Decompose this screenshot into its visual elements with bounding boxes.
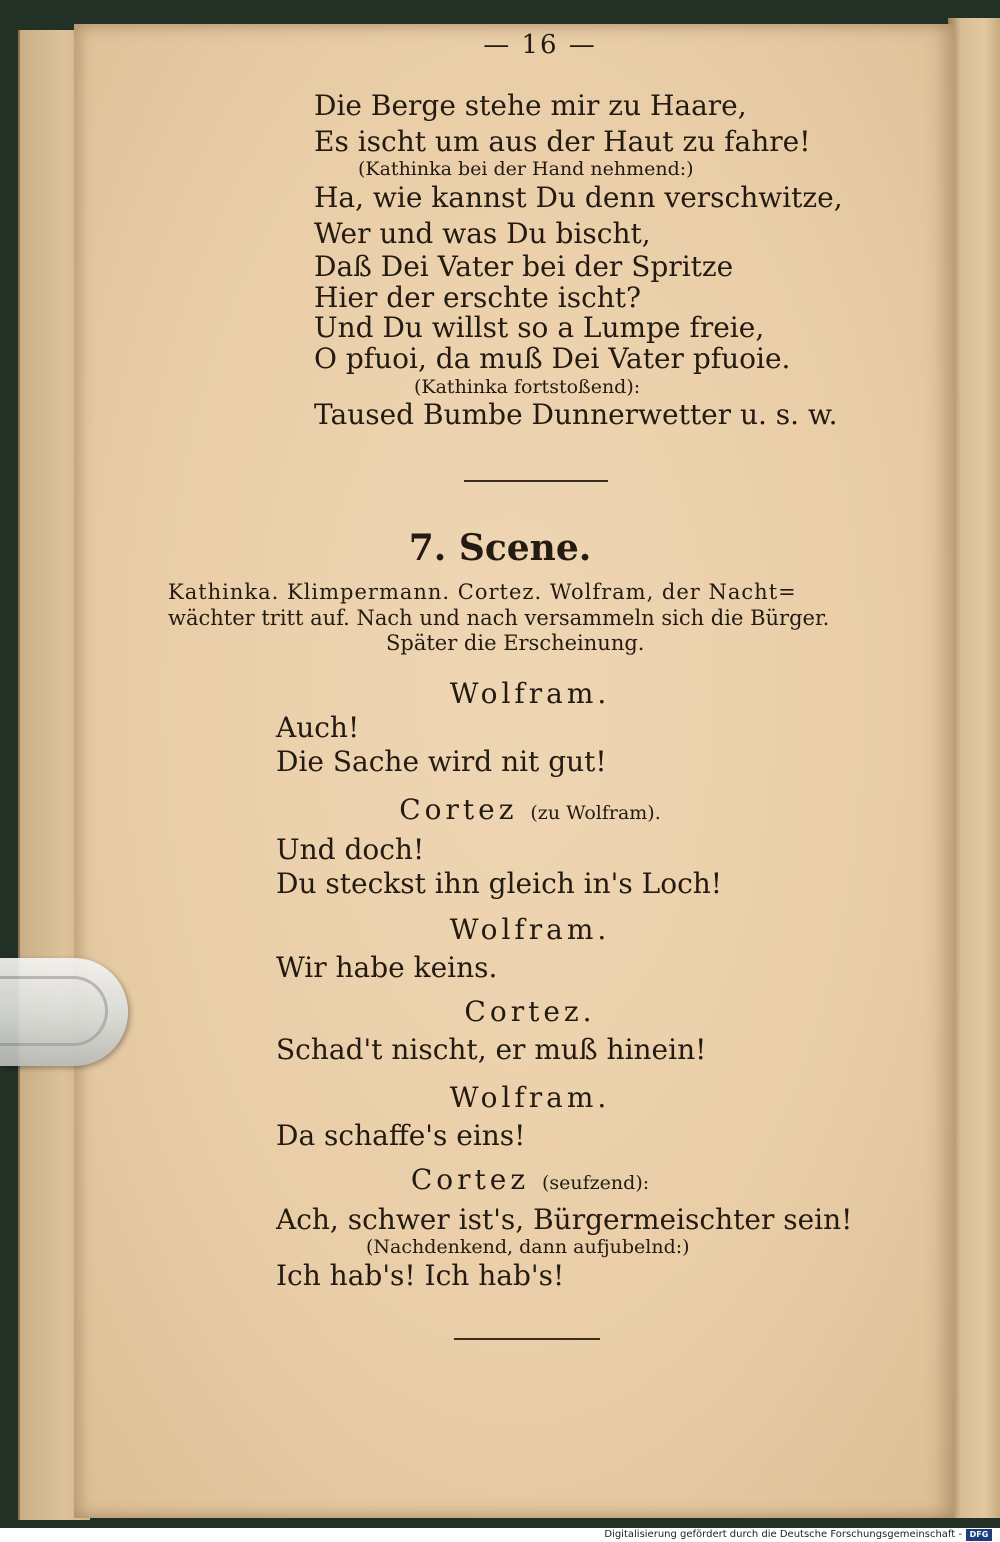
dialogue-line: Da schaffe's eins!: [276, 1119, 526, 1152]
footer-credit: Digitalisierung gefördert durch die Deutsche Forschungsgemeinschaft -: [604, 1529, 962, 1540]
dialogue-line: Auch!: [276, 711, 360, 744]
page-number: — 16 —: [483, 30, 597, 60]
dialogue-line: Ich hab's! Ich hab's!: [276, 1259, 565, 1292]
speaker-name: Wolfram.: [449, 913, 611, 946]
cast-line: wächter tritt auf. Nach und nach versammeln sich die Bürger.: [168, 606, 830, 630]
scene-heading: 7. Scene.: [408, 527, 592, 569]
stage-direction: (Kathinka bei der Hand nehmend:): [358, 158, 694, 180]
verse-line: Die Berge stehe mir zu Haare,: [314, 89, 747, 122]
dialogue-line: Wir habe keins.: [276, 951, 498, 984]
speaker-name: Wolfram.: [449, 1081, 611, 1114]
dialogue-line: Ach, schwer ist's, Bürgermeischter sein!: [276, 1203, 853, 1236]
verse-line: Und Du willst so a Lumpe freie,: [314, 311, 765, 344]
cast-line: Später die Erscheinung.: [386, 631, 645, 655]
speaker-name: Cortez: [399, 793, 518, 826]
stage-direction: (zu Wolfram).: [530, 802, 661, 824]
speaker-name: Wolfram.: [449, 677, 611, 710]
dialogue-line: Du steckst ihn gleich in's Loch!: [276, 867, 723, 900]
end-rule: [454, 1338, 600, 1340]
verse-line: O pfuoi, da muß Dei Vater pfuoie.: [314, 342, 791, 375]
stage-direction: (Kathinka fortstoßend):: [414, 376, 641, 398]
verse-line: Es ischt um aus der Haut zu fahre!: [314, 125, 811, 158]
stage-direction: (seufzend):: [542, 1172, 650, 1194]
verse-line: Ha, wie kannst Du denn verschwitze,: [314, 181, 843, 214]
dialogue-line: Und doch!: [276, 833, 425, 866]
verse-line: Hier der erschte ischt?: [314, 281, 642, 314]
cast-line: Kathinka. Klimpermann. Cortez. Wolfram, der Nacht=: [168, 580, 797, 604]
speaker-name: Cortez.: [464, 995, 596, 1028]
speaker-name: Cortez: [410, 1163, 530, 1196]
verse-line: Taused Bumbe Dunnerwetter u. s. w.: [314, 398, 838, 431]
verse-line: Wer und was Du bischt,: [314, 217, 651, 250]
dialogue-line: Die Sache wird nit gut!: [276, 745, 607, 778]
digitization-footer: [0, 1528, 1000, 1542]
speaker-line: [0, 1163, 1000, 1196]
stage-direction: (Nachdenkend, dann aufjubelnd:): [366, 1236, 690, 1258]
speaker-line: [0, 793, 1000, 826]
section-rule: [464, 480, 608, 482]
dfg-logo: DFG: [966, 1529, 992, 1541]
verse-line: Daß Dei Vater bei der Spritze: [314, 250, 734, 283]
dialogue-line: Schad't nischt, er muß hinein!: [276, 1033, 707, 1066]
